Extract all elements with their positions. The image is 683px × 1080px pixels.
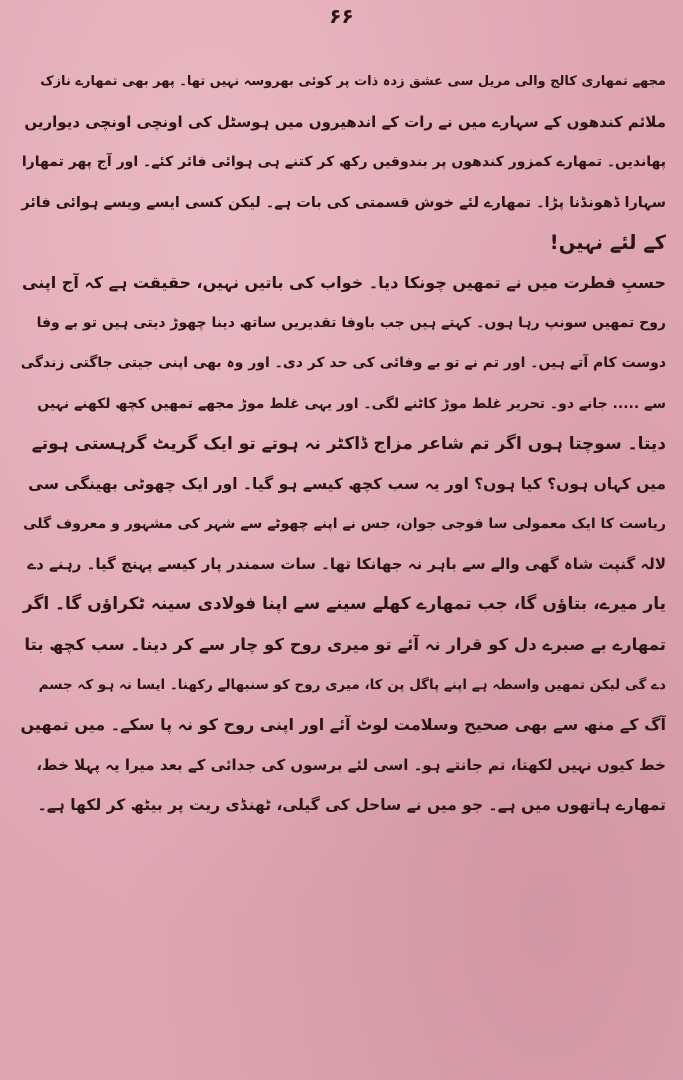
text-line: تمھارے ہاتھوں میں ہے۔ جو میں نے ساحل کی گیلی، ٹھنڈی ریت پر بیٹھ کر لکھا ہے۔ (37, 796, 666, 815)
text-line: میں کہاں ہوں؟ کیا ہوں؟ اور یہ سب کچھ کیسے ہو گیا۔ اور ایک چھوٹی بھینگی سی (28, 474, 666, 493)
text-line: دوست کام آتے ہیں۔ اور تم نے تو بے وفائی کی حد کر دی۔ اور وہ بھی اپنی جیتی جاگتی زندگی (20, 355, 666, 372)
text-line: روح تمھیں سونپ رہا ہوں۔ کہتے ہیں جب باوفا تقدیریں ساتھ دینا چھوڑ دیتی ہیں تو بے وفا (36, 315, 666, 332)
text-line: حسبِ فطرت میں نے تمھیں چونکا دیا۔ خواب کی باتیں نہیں، حقیقت ہے کہ آج اپنی (22, 272, 666, 292)
text-line: یار میرے، بتاؤں گا، جب تمھارے کھلے سینے سے اپنا فولادی سینہ ٹکراؤں گا۔ اگر (22, 594, 666, 615)
text-line: مجھے تمھاری کالج والی مریل سی عشق زدہ ذات پر کوئی بھروسہ نہیں تھا۔ پھر بھی تمھارے نازک (40, 74, 666, 89)
text-line: سے ..... جانے دو۔ تحریر غلط موڑ کاٹنے لگی۔ اور یہی غلط موڑ مجھے تمھیں کچھ لکھنے نہیں (37, 395, 666, 412)
text-line: تمھارے بے صبرے دل کو قرار نہ آئے تو میری روح کو چار سے کر دینا۔ سب کچھ بتا (24, 634, 666, 654)
text-line: دیتا۔ سوچتا ہوں اگر تم شاعر مزاج ڈاکٹر نہ ہوتے تو ایک گریٹ گرہستی ہوتے (31, 433, 666, 454)
text-line: ریاست کا ایک معمولی سا فوجی جوان، جس نے اپنے چھوٹے سے شہر کی مشہور و معروف گلی (23, 516, 666, 533)
text-line: کے لئے نہیں! (549, 230, 666, 254)
text-line: ملائم کندھوں کے سہارے میں نے رات کے اندھیروں میں ہوسٹل کی اونچی اونچی دیواریں (24, 113, 666, 132)
text-line: خط کیوں نہیں لکھتا، تم جانتے ہو۔ اسی لئے برسوں کی جدائی کے بعد میرا یہ پہلا خط، (36, 756, 666, 775)
page-number: ۶۶ (329, 4, 354, 28)
text-line: سہارا ڈھونڈنا پڑا۔ تمھارے لئے خوش قسمتی کی بات ہے۔ لیکن کسی ایسے ویسے ہوائی فائر (21, 194, 666, 211)
text-line: آگ کے منھ سے بھی صحیح وسلامت لوٹ آئے اور اپنی روح کو نہ پا سکے۔ میں تمھیں (20, 715, 666, 734)
body-text (18, 62, 666, 826)
text-line: دے گی لیکن تمھیں واسطہ ہے اپنے پاگل پن کا، میری روح کو سنبھالے رکھنا۔ ایسا نہ ہو کہ جسم (38, 676, 666, 693)
text-line: لالہ گنپت شاہ گھی والے سے باہر نہ جھانکا تھا۔ سات سمندر پار کیسے پہنچ گیا۔ رہنے دے (27, 555, 666, 574)
text-line: پھاندیں۔ تمھارے کمزور کندھوں پر بندوقیں رکھ کر کتنے ہی ہوائی فائر کئے۔ اور آج پھر تمھارا (21, 154, 666, 171)
